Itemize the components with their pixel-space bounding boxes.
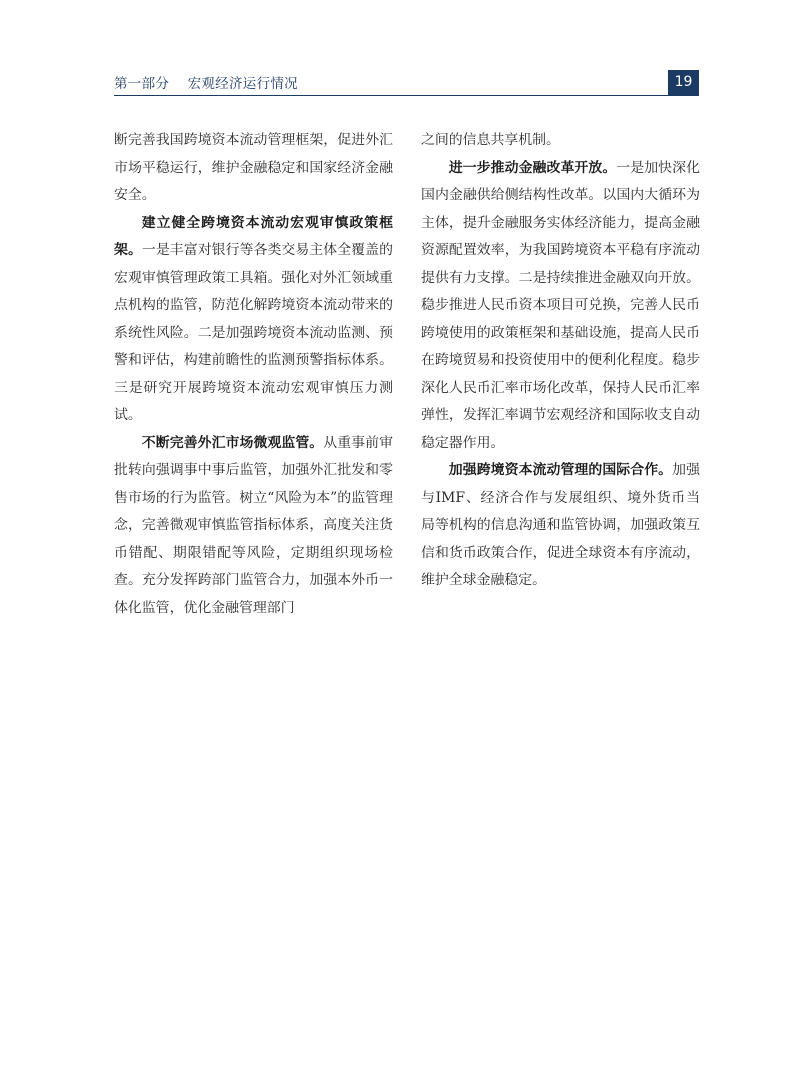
right-paragraph-3 <box>421 457 700 595</box>
header-rule <box>114 95 699 96</box>
right-paragraph-3-heading: 加强跨境资本流动管理的国际合作。 <box>448 462 673 478</box>
left-paragraph-2-heading: 建立健全跨境资本流动宏观审慎政策框架。 <box>114 214 393 258</box>
right-paragraph-2 <box>421 155 700 458</box>
right-paragraph-1 <box>421 127 700 155</box>
right-paragraph-1-text: 之间的信息共享机制。 <box>421 132 560 148</box>
page-number: 19 <box>668 70 699 95</box>
left-column <box>114 127 393 622</box>
left-paragraph-3-heading: 不断完善外汇市场微观监管。 <box>141 434 324 451</box>
left-paragraph-1 <box>114 127 393 210</box>
right-column <box>421 127 700 595</box>
left-paragraph-3-text: 从重事前审批转向强调事中事后监管，加强外汇批发和零售市场的行为监管。树立“风险为本”的监管理念，完善微观审慎监管指标体系，高度关注货币错配、期限错配等风险，定期组织现场检查。充分发挥跨部门监管合力，加强本外币一体化监管，优化金融管理部门 <box>114 434 393 616</box>
right-paragraph-2-text: 一是加快深化国内金融供给侧结构性改革。以国内大循环为主体，提升金融服务实体经济能力，提高金融资源配置效率，为我国跨境资本平稳有序流动提供有力支撑。二是持续推进金融双向开放。稳步推进人民币资本项目可兑换，完善人民币跨境使用的政策框架和基础设施，提高人民币在跨境贸易和投资使用中的便利化程度。稳步深化人民币汇率市场化改革，保持人民币汇率弹性，发挥汇率调节宏观经济和国际收支自动稳定器作用。 <box>421 159 700 451</box>
left-paragraph-2-text: 一是丰富对银行等各类交易主体全覆盖的宏观审慎管理政策工具箱。强化对外汇领域重点机构的监管，防范化解跨境资本流动带来的系统性风险。二是加强跨境资本流动监测、预警和评估，构建前瞻性的监测预警指标体系。三是研究开展跨境资本流动宏观审慎压力测试。 <box>114 242 393 423</box>
page-header <box>114 70 699 96</box>
left-paragraph-1-text: 断完善我国跨境资本流动管理框架，促进外汇市场平稳运行，维护金融稳定和国家经济金融安全。 <box>114 132 393 203</box>
right-paragraph-2-heading: 进一步推动金融改革开放。 <box>448 159 617 176</box>
section-title: 第一部分 宏观经济运行情况 <box>114 76 298 92</box>
left-paragraph-2 <box>114 210 393 430</box>
right-paragraph-3-text: 加强与IMF、经济合作与发展组织、境外货币当局等机构的信息沟通和监管协调，加强政策互信和货币政策合作，促进全球资本有序流动，维护全球金融稳定。 <box>421 462 700 588</box>
left-paragraph-3 <box>114 430 393 623</box>
